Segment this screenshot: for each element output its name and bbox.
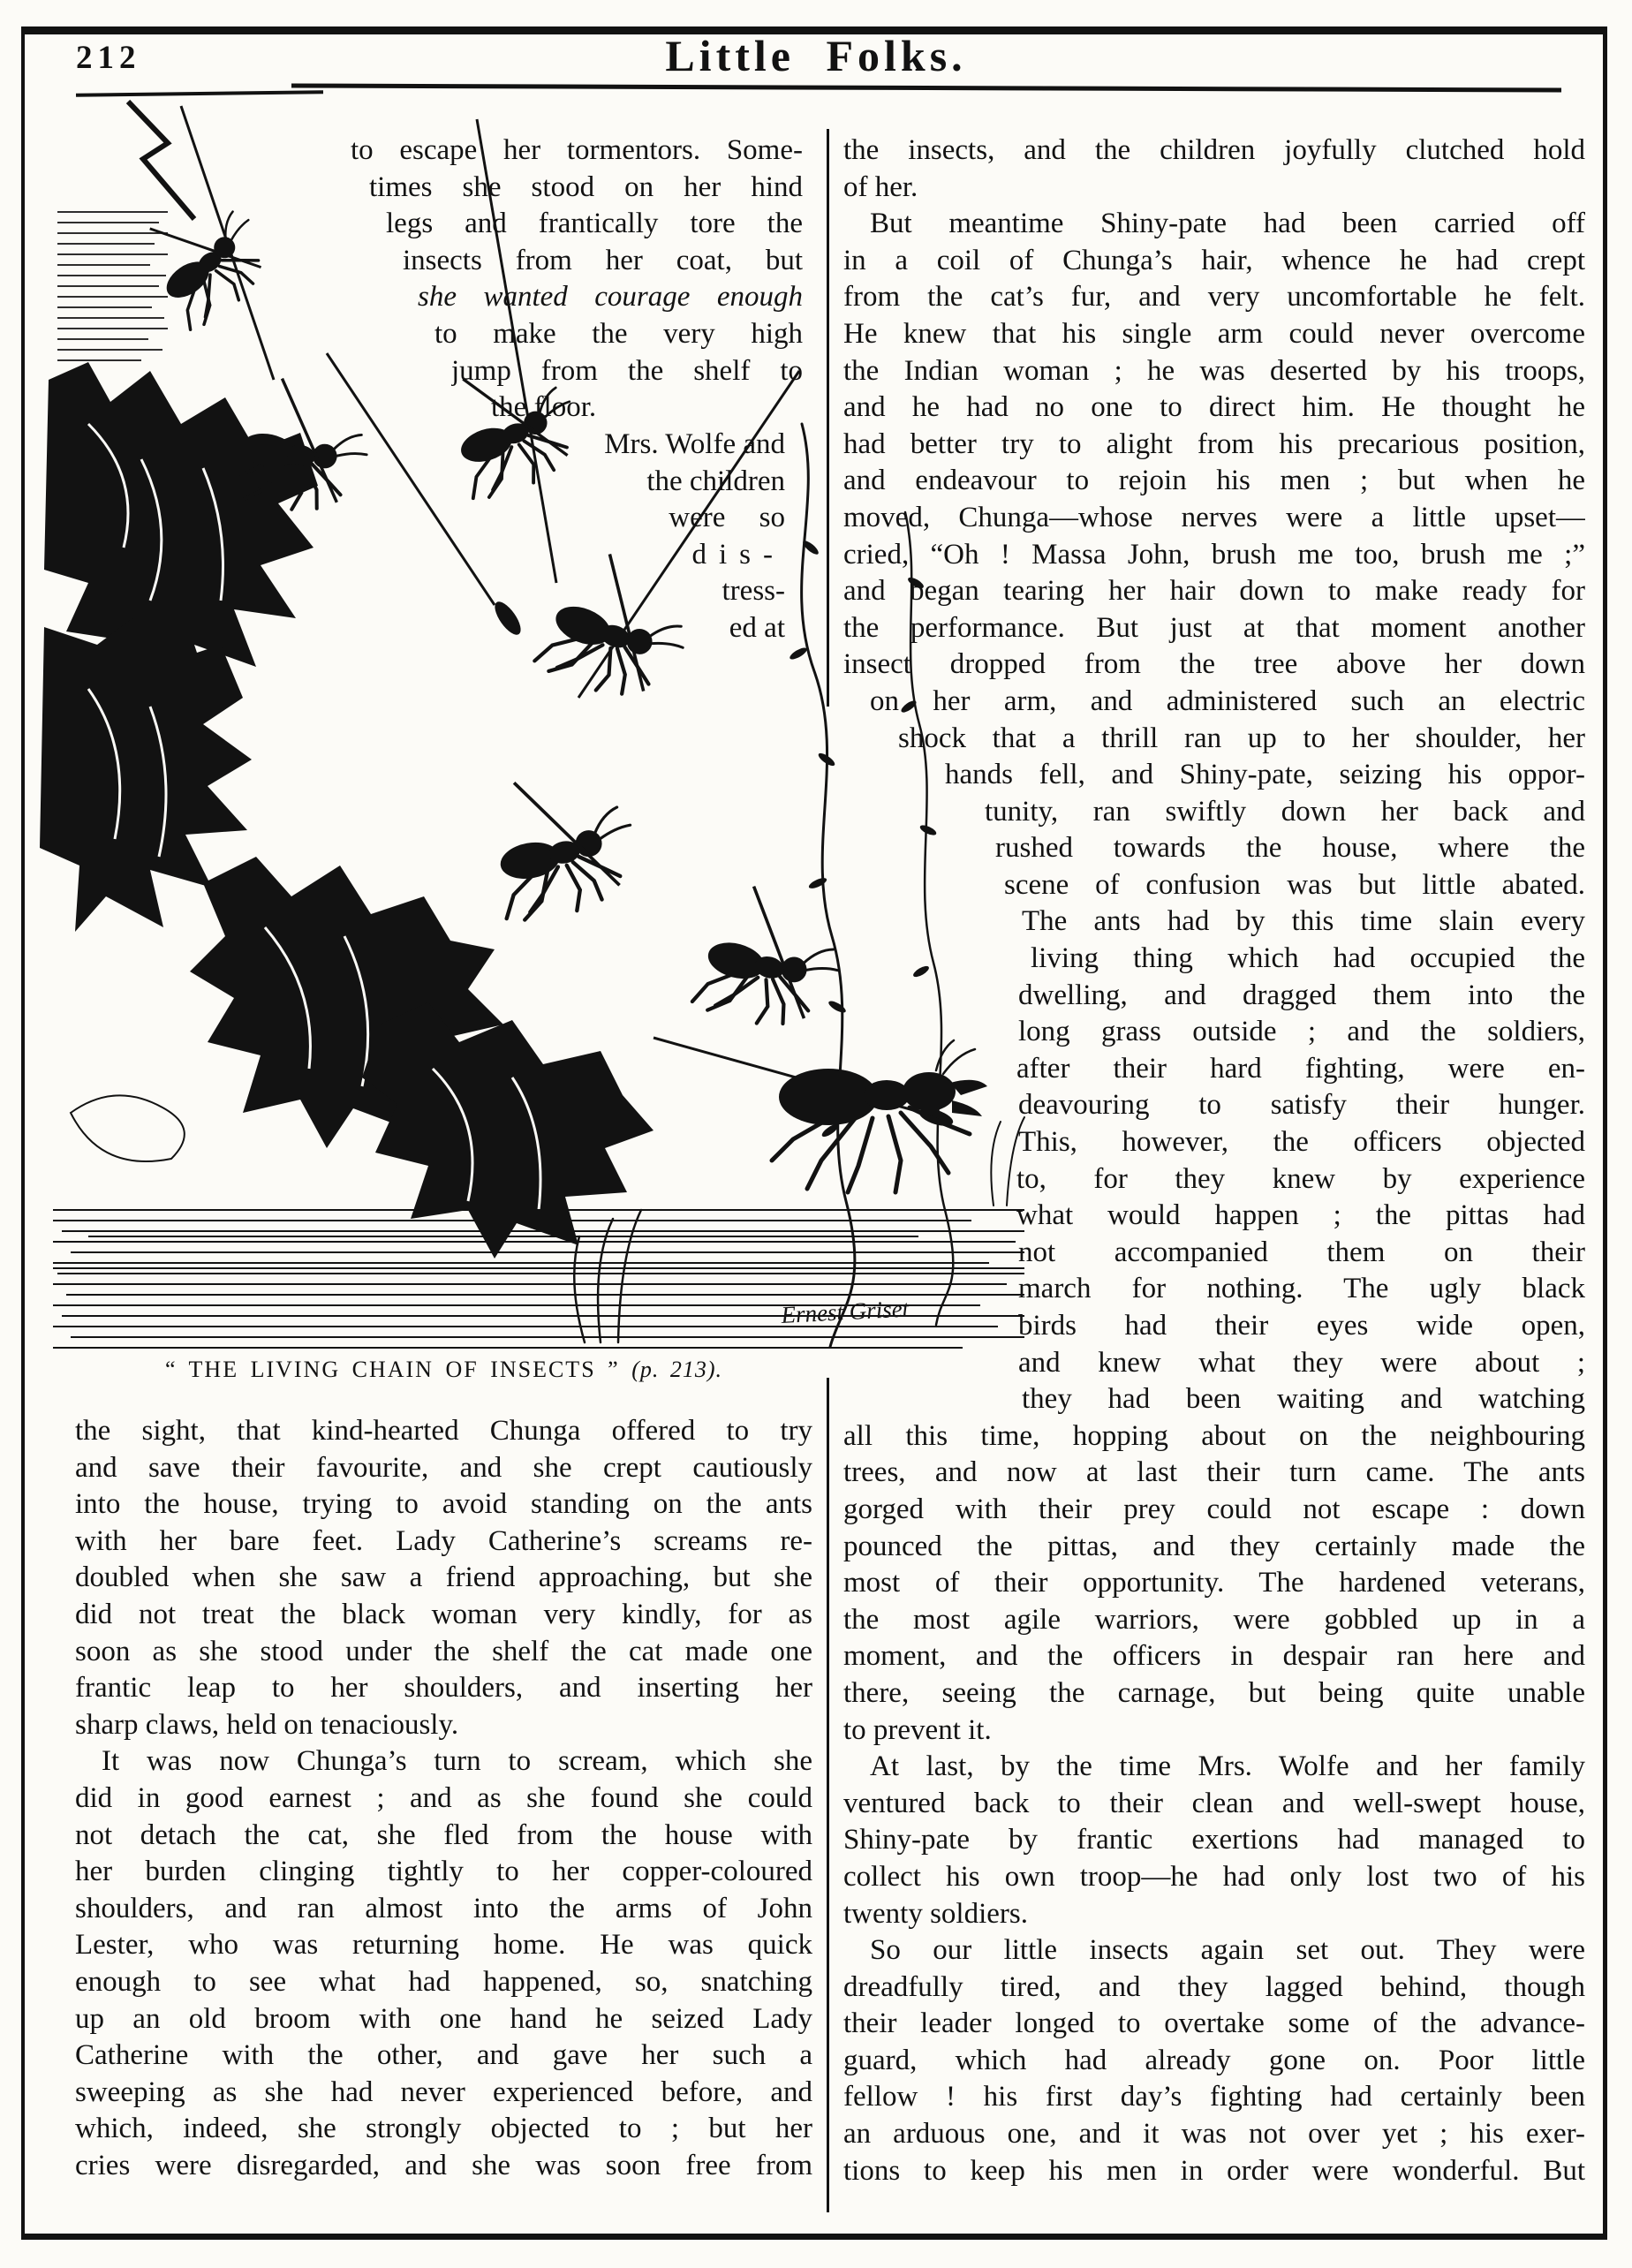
- text-line: ventured back to their clean and well-swept house,: [843, 1787, 1585, 1819]
- text-line: and he had no one to direct him. He thought he: [843, 391, 1585, 424]
- text-line: and began tearing her hair down to make ready for: [843, 575, 1585, 608]
- text-line: after their hard fighting, were en-: [1016, 1052, 1585, 1085]
- soldier-ant-5: [484, 764, 644, 923]
- page-number: 212: [76, 40, 141, 76]
- caption-page-reference: (p. 213).: [631, 1357, 723, 1382]
- text-line: frantic leap to her shoulders, and inserting her: [75, 1672, 812, 1705]
- text-line: tunity, ran swiftly down her back and: [985, 795, 1585, 828]
- text-line: which, indeed, she strongly objected to ; but her: [75, 2113, 812, 2145]
- text-line: of her.: [843, 170, 918, 203]
- text-line: dwelling, and dragged them into the: [1018, 979, 1585, 1011]
- text-line: twenty soldiers.: [843, 1897, 1028, 1930]
- text-line: Shiny-pate by frantic exertions had managed to: [843, 1824, 1585, 1856]
- text-line: what would happen ; the pittas had: [1016, 1199, 1585, 1232]
- text-line: insect dropped from the tree above her down: [843, 648, 1585, 681]
- text-line: Lester, who was returning home. He was quick: [75, 1929, 812, 1962]
- text-line: and knew what they were about ;: [1018, 1346, 1585, 1379]
- text-line: and endeavour to rejoin his men ; but when he: [843, 465, 1585, 497]
- text-line: march for nothing. The ugly black: [1018, 1273, 1585, 1305]
- text-line: Mrs. Wolfe and: [604, 428, 785, 460]
- text-line: there, seeing the carnage, but being quite unable: [843, 1676, 1585, 1709]
- text-line: This, however, the officers objected: [1018, 1126, 1585, 1159]
- text-line: soon as she stood under the shelf the cat made one: [75, 1635, 812, 1667]
- text-line: moment, and the officers in despair ran here and: [843, 1640, 1585, 1673]
- text-line: He knew that his single arm could never overcome: [843, 317, 1585, 350]
- text-line: the Indian woman ; he was deserted by his troops,: [843, 354, 1585, 387]
- text-line: legs and frantically tore the: [386, 208, 803, 240]
- text-line: collect his own troop—he had only lost two of his: [843, 1860, 1585, 1893]
- illustration-caption: [75, 1357, 812, 1383]
- text-line: dis-: [691, 538, 785, 571]
- text-line: dreadfully tired, and they lagged behind, though: [843, 1970, 1585, 2003]
- text-line: an arduous one, and it was not over yet ; his exer-: [843, 2118, 1585, 2151]
- text-line: tress-: [722, 575, 785, 608]
- engraver-signature: Ernest Griset: [780, 1295, 910, 1328]
- text-line: long grass outside ; and the soldiers,: [1018, 1016, 1585, 1048]
- text-line: to make the very high: [434, 317, 803, 350]
- text-line: moved, Chunga—whose nerves were a little upset—: [843, 501, 1585, 533]
- text-line: cries were disregarded, and she was soon free from: [75, 2149, 812, 2181]
- text-line: At last, by the time Mrs. Wolfe and her family: [870, 1750, 1585, 1783]
- text-line: ed at: [729, 611, 785, 644]
- text-line: the floor.: [491, 391, 597, 424]
- text-line: did not treat the black woman very kindly, for as: [75, 1598, 812, 1630]
- text-line: It was now Chunga’s turn to scream, which she: [102, 1745, 812, 1778]
- text-line: the most agile warriors, were gobbled up in a: [843, 1603, 1585, 1636]
- text-line: the insects, and the children joyfully clutched hold: [843, 134, 1585, 166]
- text-line: But meantime Shiny-pate had been carried off: [870, 208, 1585, 240]
- text-line: the performance. But just at that moment another: [843, 611, 1585, 644]
- text-line: in a coil of Chunga’s hair, whence he had crept: [843, 244, 1585, 276]
- soldier-ant-6: [691, 879, 853, 1040]
- text-line: to escape her tormentors. Some-: [351, 134, 803, 166]
- text-line: their leader longed to overtake some of the advance-: [843, 2007, 1585, 2040]
- text-line: guard, which had already gone on. Poor little: [843, 2044, 1585, 2076]
- text-line: she wanted courage enough: [418, 281, 803, 314]
- text-line: from the cat’s fur, and very uncomfortable he felt.: [843, 281, 1585, 314]
- left-column-wrapped-text-right: [75, 427, 799, 647]
- left-column-body-text: [75, 1413, 812, 2184]
- text-line: were so: [669, 502, 785, 534]
- right-column-body-text: [843, 132, 1585, 2189]
- text-line: shock that a thrill ran up to her shoulder, her: [898, 722, 1585, 754]
- text-line: to, for they knew by experience: [1016, 1162, 1585, 1195]
- text-line: fellow ! his first day’s fighting had certainly been: [843, 2081, 1585, 2113]
- text-line: trees, and now at last their turn came. The ants: [843, 1456, 1585, 1489]
- text-line: sweeping as she had never experienced before, and: [75, 2075, 812, 2108]
- text-line: on her arm, and administered such an electric: [870, 684, 1585, 717]
- text-line: up an old broom with one hand he seized Lady: [75, 2002, 812, 2035]
- text-line: gorged with their prey could not escape : down: [843, 1493, 1585, 1525]
- text-line: to prevent it.: [843, 1713, 992, 1746]
- text-line: times she stood on her hind: [369, 170, 803, 203]
- masthead-title: Little Folks.: [665, 31, 967, 80]
- text-line: jump from the shelf to: [451, 354, 803, 387]
- text-line: and save their favourite, and she crept cautiously: [75, 1451, 812, 1484]
- text-line: all this time, hopping about on the neighbouring: [843, 1419, 1585, 1452]
- text-line: had better try to alight from his precarious position,: [843, 427, 1585, 460]
- text-line: shoulders, and ran almost into the arms of John: [75, 1892, 812, 1924]
- left-column-wrapped-text-top: [75, 132, 803, 427]
- text-line: scene of confusion was but little abated.: [1004, 868, 1585, 901]
- text-line: hands fell, and Shiny-pate, seizing his oppor-: [945, 759, 1585, 791]
- text-line: birds had their eyes wide open,: [1018, 1310, 1585, 1342]
- text-line: deavouring to satisfy their hunger.: [1018, 1089, 1585, 1122]
- text-line: pounced the pittas, and they certainly made the: [843, 1530, 1585, 1562]
- text-line: enough to see what had happened, so, snatching: [75, 1965, 812, 1998]
- text-line: rushed towards the house, where the: [995, 832, 1585, 865]
- rock-outline: [71, 1095, 185, 1161]
- text-line: doubled when she saw a friend approaching, but she: [75, 1561, 812, 1594]
- text-line: her burden clinging tightly to her copper-coloured: [75, 1856, 812, 1888]
- text-line: they had been waiting and watching: [1022, 1383, 1585, 1416]
- text-line: the children: [646, 465, 785, 497]
- text-line: most of their opportunity. The hardened veterans,: [843, 1567, 1585, 1599]
- text-line: not accompanied them on their: [1018, 1236, 1585, 1268]
- text-line: into the house, trying to avoid standing on the ants: [75, 1488, 812, 1521]
- text-line: cried, “Oh ! Massa John, brush me too, brush me ;”: [843, 538, 1585, 571]
- text-line: So our little insects again set out. They were: [870, 1934, 1585, 1967]
- text-line: did in good earnest ; and as she found she could: [75, 1781, 812, 1814]
- column-divider-bottom: [827, 1378, 829, 2212]
- text-line: tions to keep his men in order were wonderful. But: [843, 2154, 1585, 2187]
- text-line: insects from her coat, but: [403, 244, 803, 276]
- caption-title: “ THE LIVING CHAIN OF INSECTS ”: [164, 1357, 620, 1382]
- text-line: sharp claws, held on tenaciously.: [75, 1708, 459, 1741]
- text-line: living thing which had occupied the: [1031, 942, 1585, 975]
- text-line: not detach the cat, she fled from the house with: [75, 1818, 812, 1851]
- text-line: Catherine with the other, and gave her such a: [75, 2039, 812, 2072]
- text-line: the sight, that kind-hearted Chunga offered to try: [75, 1415, 812, 1447]
- text-line: The ants had by this time slain every: [1022, 905, 1585, 938]
- text-line: with her bare feet. Lady Catherine’s screams re-: [75, 1524, 812, 1557]
